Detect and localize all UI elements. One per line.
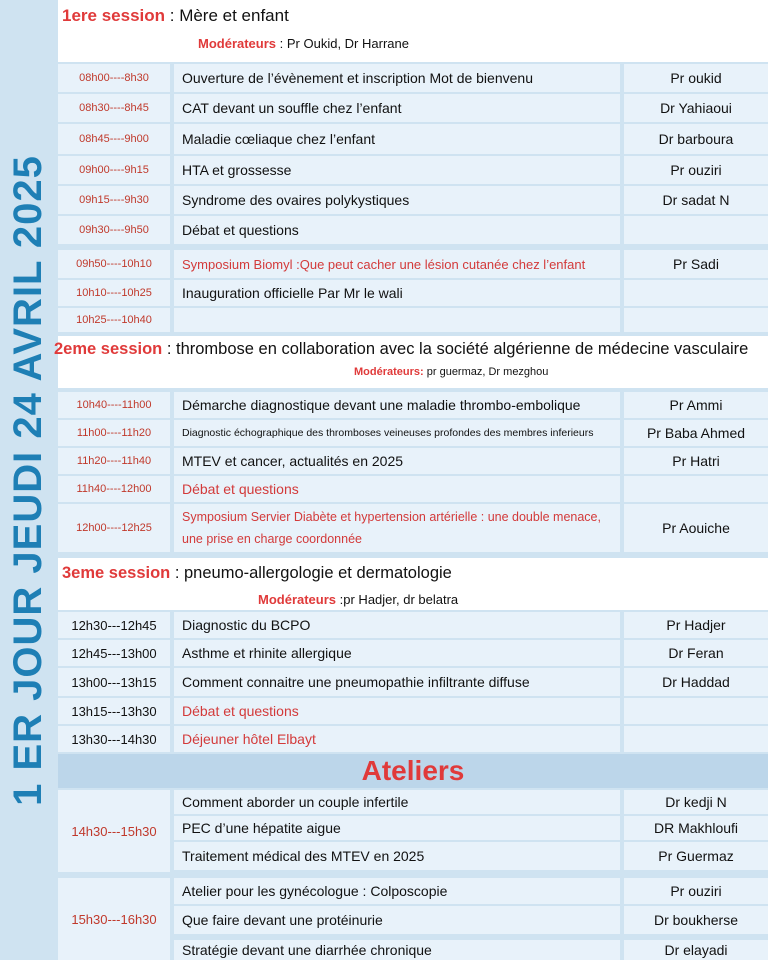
time-cell: 10h25----10h40: [58, 308, 170, 332]
time-cell: 13h30---14h30: [58, 726, 170, 752]
topic-cell: MTEV et cancer, actualités en 2025: [174, 448, 620, 474]
session-2-title: 2eme session : thrombose en collaboration avec la société algérienne de médecine vasculaire: [54, 340, 749, 358]
atelier-time-cell: 14h30---15h30: [58, 790, 170, 872]
session-2-header: [54, 336, 768, 388]
time-cell: 09h30----9h50: [58, 216, 170, 244]
topic-cell: Débat et questions: [174, 216, 620, 244]
topic-cell: Débat et questions: [174, 476, 620, 502]
speaker-cell: Pr Aouiche: [624, 504, 768, 552]
speaker-cell: Pr Ammi: [624, 392, 768, 418]
table-row: [58, 280, 768, 308]
atelier-time-cell: 15h30---16h30: [58, 878, 170, 960]
topic-cell: Maladie cœliaque chez l’enfant: [174, 124, 620, 154]
time-cell: 11h20----11h40: [58, 448, 170, 474]
speaker-cell: Dr elayadi: [624, 940, 768, 960]
ateliers-title: Ateliers: [361, 755, 465, 786]
time-cell: 13h15---13h30: [58, 698, 170, 724]
speaker-cell: [624, 726, 768, 752]
speaker-cell: Dr barboura: [624, 124, 768, 154]
time-cell: 13h00---13h15: [58, 668, 170, 696]
topic-cell: CAT devant un souffle chez l’enfant: [174, 94, 620, 122]
topic-cell: [174, 308, 620, 332]
topic-cell: Comment connaitre une pneumopathie infiltrante diffuse: [174, 668, 620, 696]
speaker-cell: Pr ouziri: [624, 878, 768, 904]
topic-cell: Atelier pour les gynécologue : Colposcopie: [174, 878, 620, 904]
session-3-title: 3eme session : pneumo-allergologie et dermatologie: [62, 564, 452, 582]
topic-cell: Déjeuner hôtel Elbayt: [174, 726, 620, 752]
table-row: [58, 476, 768, 504]
topic-cell: Ouverture de l’évènement et inscription Mot de bienvenu: [174, 64, 620, 92]
time-cell: 08h30----8h45: [58, 94, 170, 122]
programme: [54, 0, 768, 960]
date-vertical-text: 1 ER JOUR JEUDI 24 AVRIL 2025: [5, 154, 50, 806]
topic-cell: Que faire devant une protéinurie: [174, 906, 620, 934]
time-cell: 12h45---13h00: [58, 640, 170, 666]
speaker-cell: [624, 280, 768, 306]
time-cell: 10h40----11h00: [58, 392, 170, 418]
speaker-cell: Dr Yahiaoui: [624, 94, 768, 122]
topic-cell: Comment aborder un couple infertile: [174, 790, 620, 814]
topic-cell: Symposium Servier Diabète et hypertension artérielle : une double menace, une prise en charge coordonnée: [174, 504, 620, 552]
speaker-cell: [624, 698, 768, 724]
speaker-cell: Pr ouziri: [624, 156, 768, 184]
speaker-cell: Pr Hadjer: [624, 612, 768, 638]
time-cell: 09h50----10h10: [58, 250, 170, 278]
topic-cell: HTA et grossesse: [174, 156, 620, 184]
table-row: [58, 94, 768, 124]
table-row: [58, 668, 768, 698]
table-row: [58, 420, 768, 448]
session-1-moderators: Modérateurs : Pr Oukid, Dr Harrane: [198, 36, 409, 51]
table-row: [58, 842, 768, 872]
topic-cell: Démarche diagnostique devant une maladie thrombo-embolique: [174, 392, 620, 418]
speaker-cell: [624, 476, 768, 502]
table-row: [58, 64, 768, 94]
table-row: [58, 940, 768, 960]
table-row: [58, 878, 768, 906]
topic-cell: Stratégie devant une diarrhée chronique: [174, 940, 620, 960]
table-row: [58, 640, 768, 668]
session-1-header: [58, 0, 768, 62]
topic-cell: Asthme et rhinite allergique: [174, 640, 620, 666]
table-row: [58, 216, 768, 246]
speaker-cell: [624, 216, 768, 244]
topic-cell: Inauguration officielle Par Mr le wali: [174, 280, 620, 306]
speaker-cell: Pr oukid: [624, 64, 768, 92]
time-cell: 12h30---12h45: [58, 612, 170, 638]
session-2-moderators: Modérateurs: pr guermaz, Dr mezghou: [354, 366, 549, 378]
topic-cell: Traitement médical des MTEV en 2025: [174, 842, 620, 870]
topic-cell: Syndrome des ovaires polykystiques: [174, 186, 620, 214]
speaker-cell: DR Makhloufi: [624, 816, 768, 840]
time-cell: 08h45----9h00: [58, 124, 170, 154]
table-row: [58, 448, 768, 476]
speaker-cell: Pr Hatri: [624, 448, 768, 474]
topic-cell: Symposium Biomyl :Que peut cacher une lésion cutanée chez l’enfant: [174, 250, 620, 278]
session-1-title: 1ere session : Mère et enfant: [62, 6, 289, 25]
table-row: [58, 250, 768, 280]
table-row: [58, 308, 768, 334]
speaker-cell: Dr Feran: [624, 640, 768, 666]
speaker-cell: Dr kedji N: [624, 790, 768, 814]
time-cell: 12h00----12h25: [58, 504, 170, 552]
table-row: [58, 504, 768, 554]
table-row: [58, 816, 768, 842]
date-sidebar: [0, 0, 56, 960]
speaker-cell: Pr Sadi: [624, 250, 768, 278]
time-cell: 11h00----11h20: [58, 420, 170, 446]
speaker-cell: Pr Guermaz: [624, 842, 768, 870]
topic-cell: PEC d’une hépatite aigue: [174, 816, 620, 840]
speaker-cell: [624, 308, 768, 332]
speaker-cell: Dr Haddad: [624, 668, 768, 696]
table-row: [58, 726, 768, 754]
table-row: [58, 612, 768, 640]
speaker-cell: Pr Baba Ahmed: [624, 420, 768, 446]
speaker-cell: Dr boukherse: [624, 906, 768, 934]
time-cell: 08h00----8h30: [58, 64, 170, 92]
time-cell: 09h15----9h30: [58, 186, 170, 214]
ateliers-header: [58, 754, 768, 788]
table-row: [58, 156, 768, 186]
session-3-header: [58, 558, 768, 610]
table-row: [58, 186, 768, 216]
table-row: [58, 906, 768, 936]
table-row: [58, 698, 768, 726]
table-row: [58, 124, 768, 156]
speaker-cell: Dr sadat N: [624, 186, 768, 214]
time-cell: 09h00----9h15: [58, 156, 170, 184]
table-row: [58, 392, 768, 420]
topic-cell: Diagnostic du BCPO: [174, 612, 620, 638]
table-row: [58, 790, 768, 816]
topic-cell: Débat et questions: [174, 698, 620, 724]
session-3-moderators: Modérateurs :pr Hadjer, dr belatra: [258, 592, 459, 607]
time-cell: 10h10----10h25: [58, 280, 170, 306]
topic-cell: Diagnostic échographique des thromboses veineuses profondes des membres inferieurs: [174, 420, 620, 446]
time-cell: 11h40----12h00: [58, 476, 170, 502]
